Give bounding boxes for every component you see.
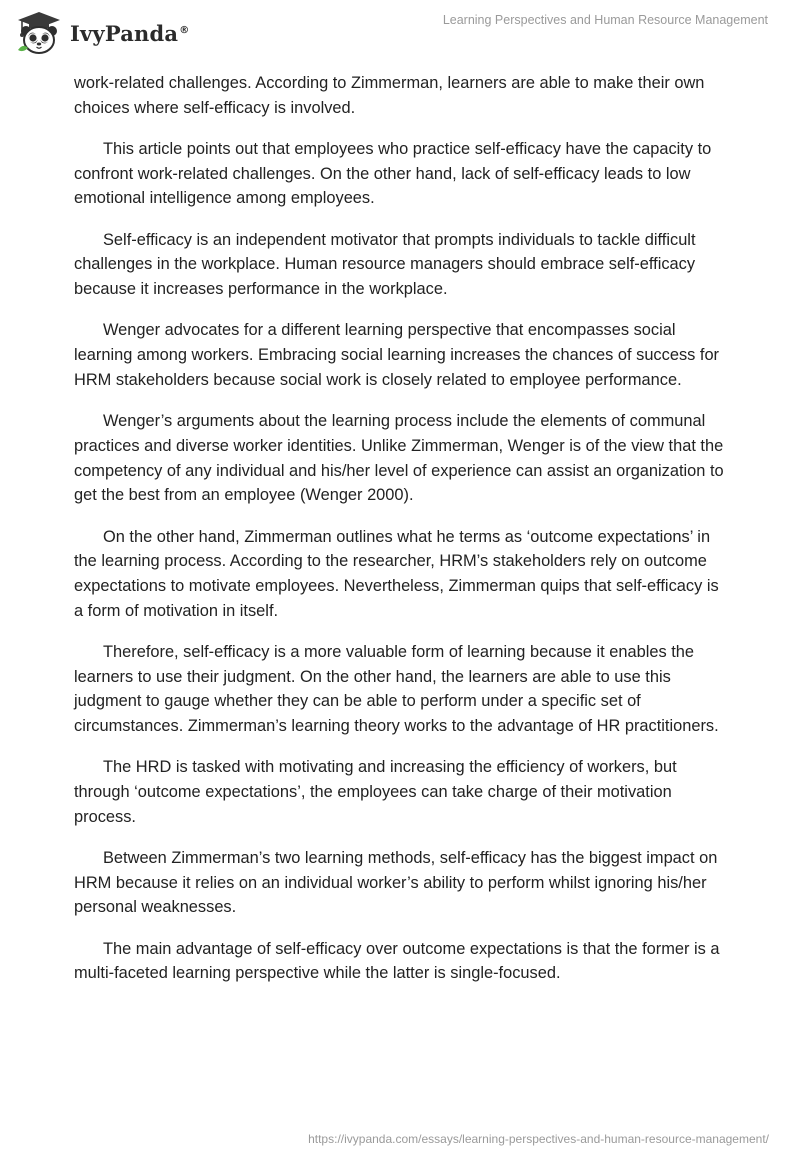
- essay-paragraph: Self-efficacy is an independent motivator that prompts individuals to tackle difficult challenges in the workplace. Human resource managers should embrace self-efficacy because it increases performance in the workplace.: [74, 230, 696, 299]
- document-title: Learning Perspectives and Human Resource Management: [442, 13, 768, 27]
- panda-graduate-icon: [14, 10, 64, 56]
- essay-paragraph: The main advantage of self-efficacy over outcome expectations is that the former is a multi-faceted learning perspective while the latter is single-focused.: [74, 939, 720, 983]
- page-header: [0, 0, 800, 70]
- brand-name: IvyPanda®: [70, 20, 190, 46]
- essay-body: [74, 71, 730, 1003]
- essay-paragraph: Between Zimmerman’s two learning methods, self-efficacy has the biggest impact on HRM because it relies on an individual worker’s ability to perform whilst ignoring his/her personal weaknesses.: [74, 849, 718, 917]
- essay-paragraph: Wenger’s arguments about the learning process include the elements of communal practices and diverse worker identities. Unlike Zimmerman, Wenger is of the view that the competency of any individual and his/her level of experience can assist an organization to get the best from an employee (Wenger 2000).: [74, 412, 724, 505]
- essay-paragraph: work-related challenges. According to Zimmerman, learners are able to make their own choices where self-efficacy is involved.: [74, 74, 705, 117]
- essay-paragraph: The HRD is tasked with motivating and increasing the efficiency of workers, but through ‘outcome expectations’, the employees can take charge of their motivation process.: [74, 758, 677, 826]
- essay-paragraph: Therefore, self-efficacy is a more valuable form of learning because it enables the learners to use their judgment. On the other hand, the learners are able to use this judgment to gauge whether they can be able to perform under a specific set of circumstances. Zimmerman’s learning theory works to the advantage of HR practitioners.: [74, 642, 719, 736]
- essay-paragraph: This article points out that employees who practice self-efficacy have the capacity to confront work-related challenges. On the other hand, lack of self-efficacy leads to low emotional intelligence among employees.: [74, 140, 712, 208]
- registered-mark: ®: [179, 24, 190, 36]
- source-url-link[interactable]: https://ivypanda.com/essays/learning-perspectives-and-human-resource-management/: [308, 1132, 769, 1146]
- ivypanda-logo[interactable]: [14, 10, 189, 56]
- essay-paragraph: Wenger advocates for a different learning perspective that encompasses social learning among workers. Embracing social learning increases the chances of success for HRM stakeholders because social work is closely related to employee performance.: [74, 321, 720, 389]
- essay-paragraph: On the other hand, Zimmerman outlines what he terms as ‘outcome expectations’ in the learning process. According to the researcher, HRM’s stakeholders rely on outcome expectations to motivate employees. Nevertheless, Zimmerman quips that self-efficacy is a form of motivation in itself.: [74, 527, 719, 620]
